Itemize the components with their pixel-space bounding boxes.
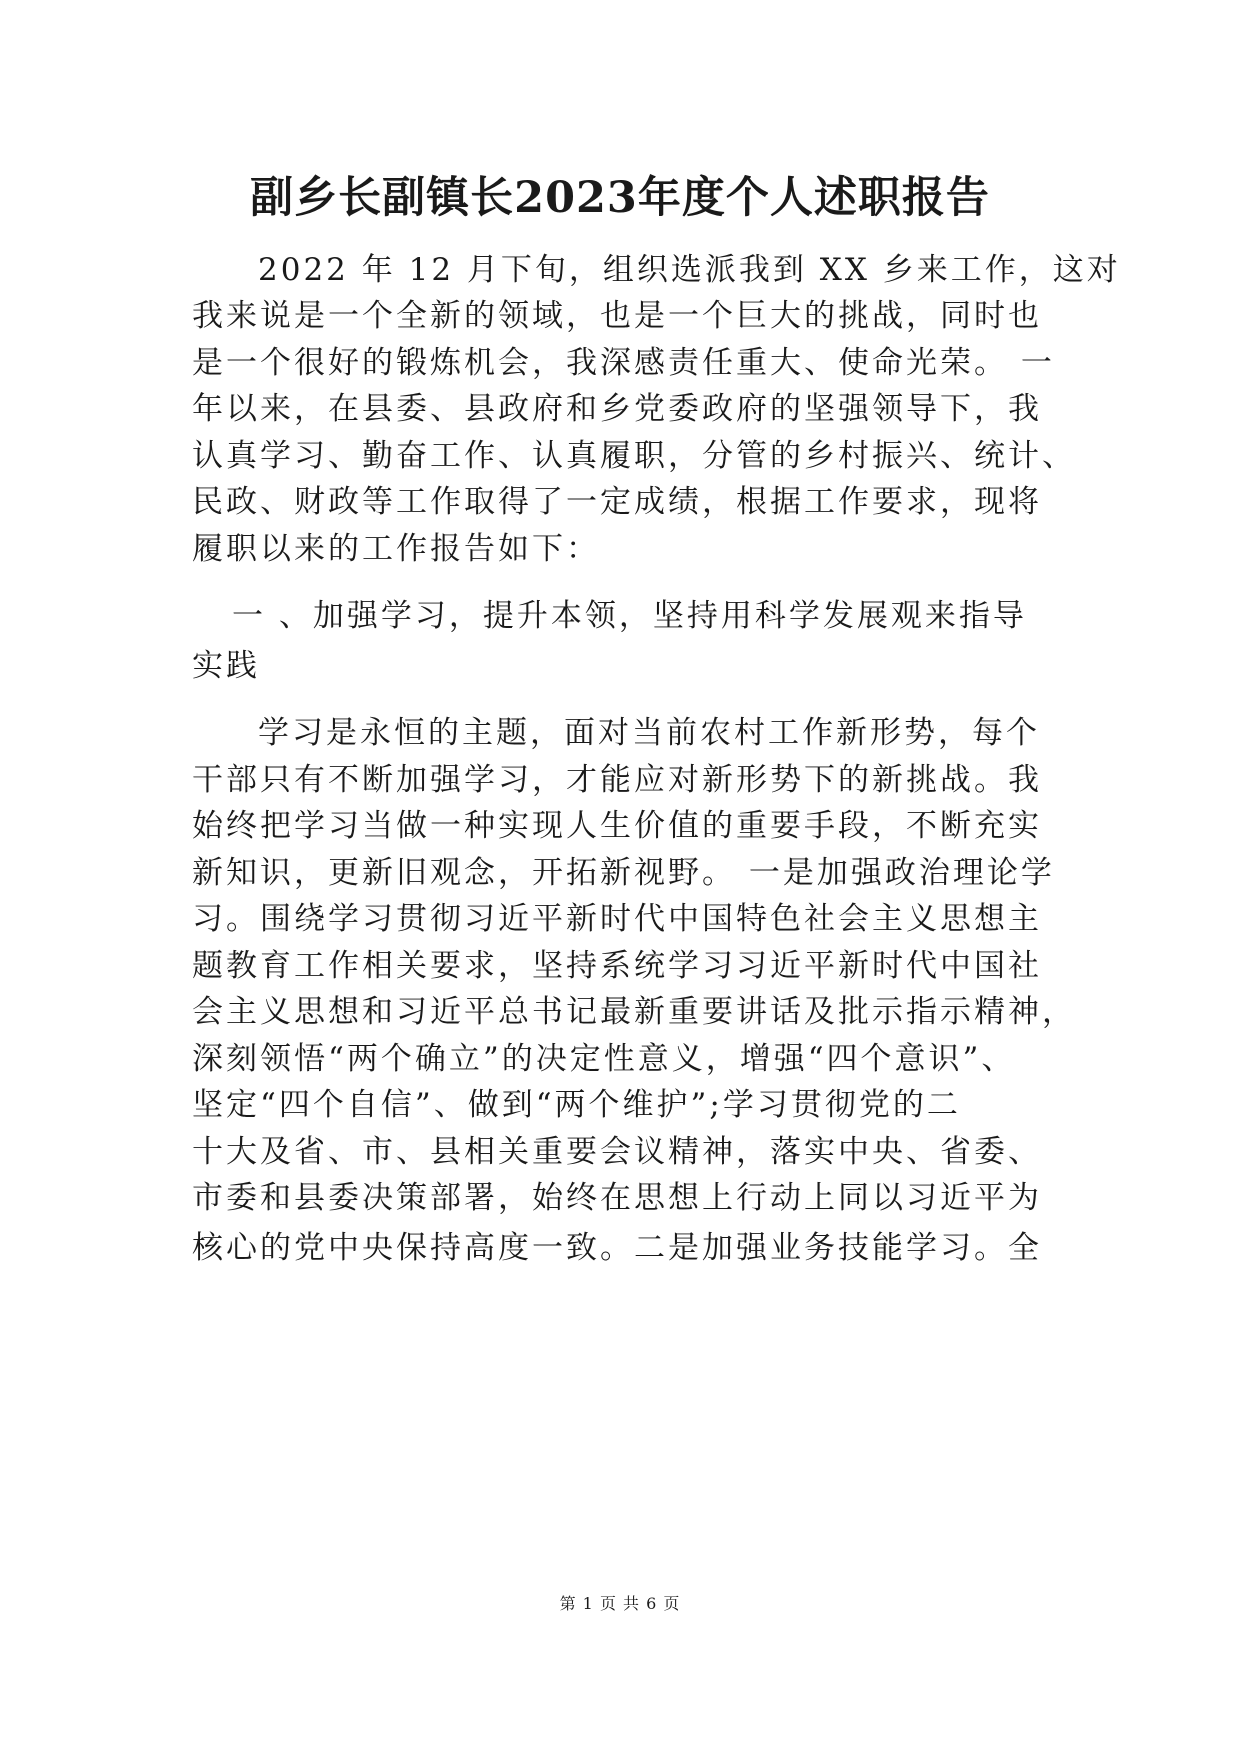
body-line: 认真学习、勤奋工作、认真履职，分管的乡村振兴、统计、 <box>192 438 1076 474</box>
body-line: 干部只有不断加强学习，才能应对新形势下的新挑战。我 <box>192 762 1042 798</box>
body-line: 题教育工作相关要求，坚持系统学习习近平新时代中国社 <box>192 948 1042 984</box>
body-line: 年以来，在县委、县政府和乡党委政府的坚强领导下，我 <box>192 391 1042 427</box>
body-line: 民政、财政等工作取得了一定成绩，根据工作要求，现将 <box>192 484 1042 520</box>
body-line: 新知识，更新旧观念，开拓新视野。 一是加强政治理论学 <box>192 855 1055 891</box>
body-line: 深刻领悟“两个确立”的决定性意义，增强“四个意识”、 <box>192 1041 1016 1077</box>
body-line: 2022 年 12 月下旬，组织选派我到 XX 乡来工作，这对 <box>258 252 1121 288</box>
body-line: 我来说是一个全新的领域，也是一个巨大的挑战，同时也 <box>192 298 1042 334</box>
body-line: 十大及省、市、县相关重要会议精神，落实中央、省委、 <box>192 1134 1042 1170</box>
body-line: 履职以来的工作报告如下： <box>192 531 600 567</box>
body-line: 核心的党中央保持高度一致。二是加强业务技能学习。全 <box>192 1230 1042 1266</box>
body-line: 市委和县委决策部署，始终在思想上行动上同以习近平为 <box>192 1180 1042 1216</box>
body-line: 是一个很好的锻炼机会，我深感责任重大、使命光荣。 一 <box>192 345 1055 381</box>
body-line: 学习是永恒的主题，面对当前农村工作新形势，每个 <box>258 715 1040 751</box>
body-line: 坚定“四个自信”、做到“两个维护”;学习贯彻党的二 <box>192 1087 961 1123</box>
body-line: 会主义思想和习近平总书记最新重要讲话及批示指示精神， <box>192 994 1076 1030</box>
document-title: 副乡长副镇长2023年度个人述职报告 <box>250 173 990 223</box>
body-line: 习。围绕学习贯彻习近平新时代中国特色社会主义思想主 <box>192 901 1042 937</box>
section-heading-continuation: 实践 <box>192 648 260 684</box>
page-number-footer: 第 1 页 共 6 页 <box>559 1594 681 1613</box>
section-heading: 一 、加强学习，提升本领，坚持用科学发展观来指导 <box>232 598 1027 634</box>
body-line: 始终把学习当做一种实现人生价值的重要手段，不断充实 <box>192 808 1042 844</box>
